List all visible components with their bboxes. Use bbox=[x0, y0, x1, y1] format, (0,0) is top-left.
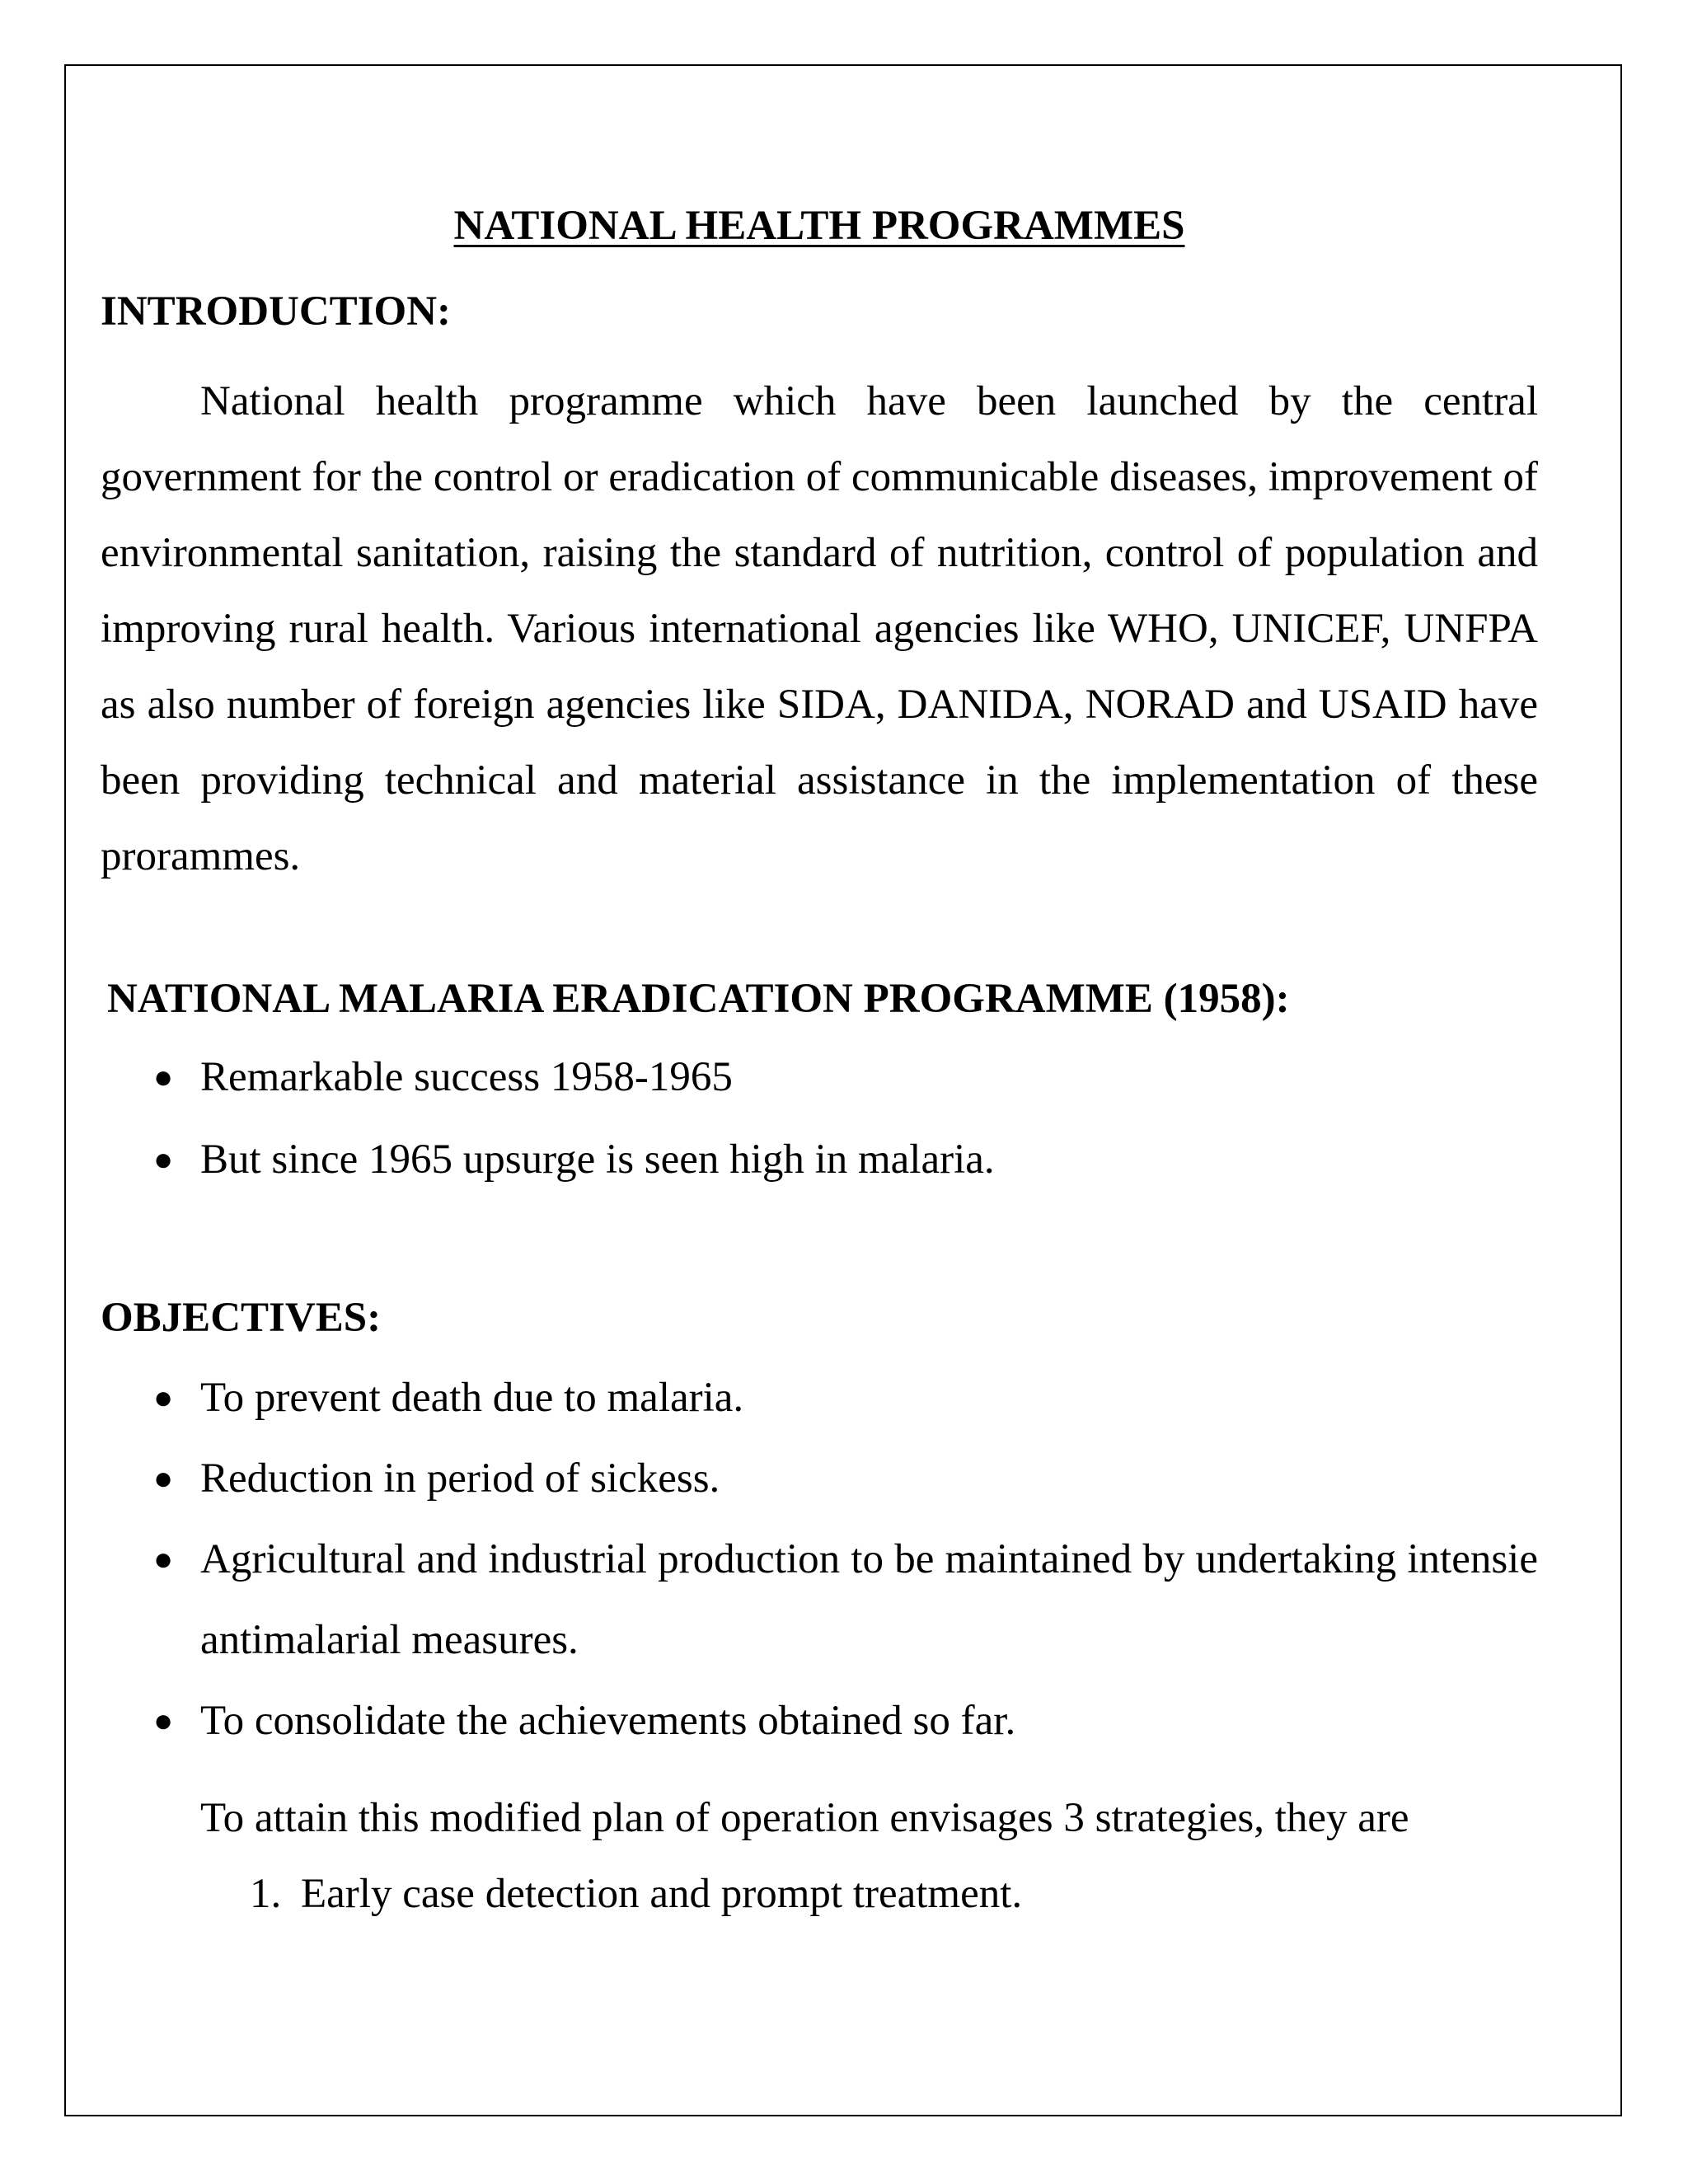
list-item-text: Agricultural and industrial production to be maintained by undertaking intensie antimalarial measures. bbox=[200, 1536, 1538, 1663]
list-item bbox=[101, 1519, 1538, 1680]
bullet-icon: ● bbox=[153, 1460, 174, 1497]
list-item bbox=[101, 1357, 1538, 1438]
list-item-text: But since 1965 upsurge is seen high in malaria. bbox=[200, 1137, 995, 1183]
list-item-text: Reduction in period of sickess. bbox=[200, 1455, 720, 1502]
objectives-bullet-list bbox=[101, 1357, 1538, 1761]
list-item bbox=[101, 1036, 1538, 1118]
list-item-text: To prevent death due to malaria. bbox=[200, 1375, 744, 1421]
list-item-text: To consolidate the achievements obtained so far. bbox=[200, 1698, 1016, 1744]
strategy-number: 1. bbox=[250, 1871, 282, 1917]
malaria-programme-heading: NATIONAL MALARIA ERADICATION PROGRAMME (1958): bbox=[107, 976, 1290, 1022]
strategy-item bbox=[250, 1869, 1022, 1919]
objectives-heading: OBJECTIVES: bbox=[101, 1295, 382, 1341]
malaria-bullet-list bbox=[101, 1036, 1538, 1201]
page-title: NATIONAL HEALTH PROGRAMMES bbox=[453, 203, 1185, 249]
bullet-icon: ● bbox=[153, 1540, 174, 1577]
list-item bbox=[101, 1680, 1538, 1761]
list-item-text: Remarkable success 1958-1965 bbox=[200, 1054, 733, 1100]
introduction-paragraph: National health programme which have been launched by the central government for the control or eradication of communicable diseases, improvement of environmental sanitation, raising the standard of nutrition, control of population and improving rural health. Various international agencies like WHO, UNICEF, UNFPA as also number of foreign agencies like SIDA, DANIDA, NORAD and USAID have been providing technical and material assistance in the implementation of these prorammes. bbox=[101, 378, 1538, 879]
bullet-icon: ● bbox=[153, 1702, 174, 1739]
bullet-icon: ● bbox=[153, 1058, 174, 1095]
strategy-text: Early case detection and prompt treatment. bbox=[301, 1871, 1023, 1917]
list-item bbox=[101, 1118, 1538, 1201]
strategy-intro: To attain this modified plan of operation envisages 3 strategies, they are bbox=[200, 1795, 1409, 1841]
list-item bbox=[101, 1438, 1538, 1519]
bullet-icon: ● bbox=[153, 1379, 174, 1416]
introduction-heading: INTRODUCTION: bbox=[101, 288, 452, 335]
bullet-icon: ● bbox=[153, 1141, 174, 1178]
